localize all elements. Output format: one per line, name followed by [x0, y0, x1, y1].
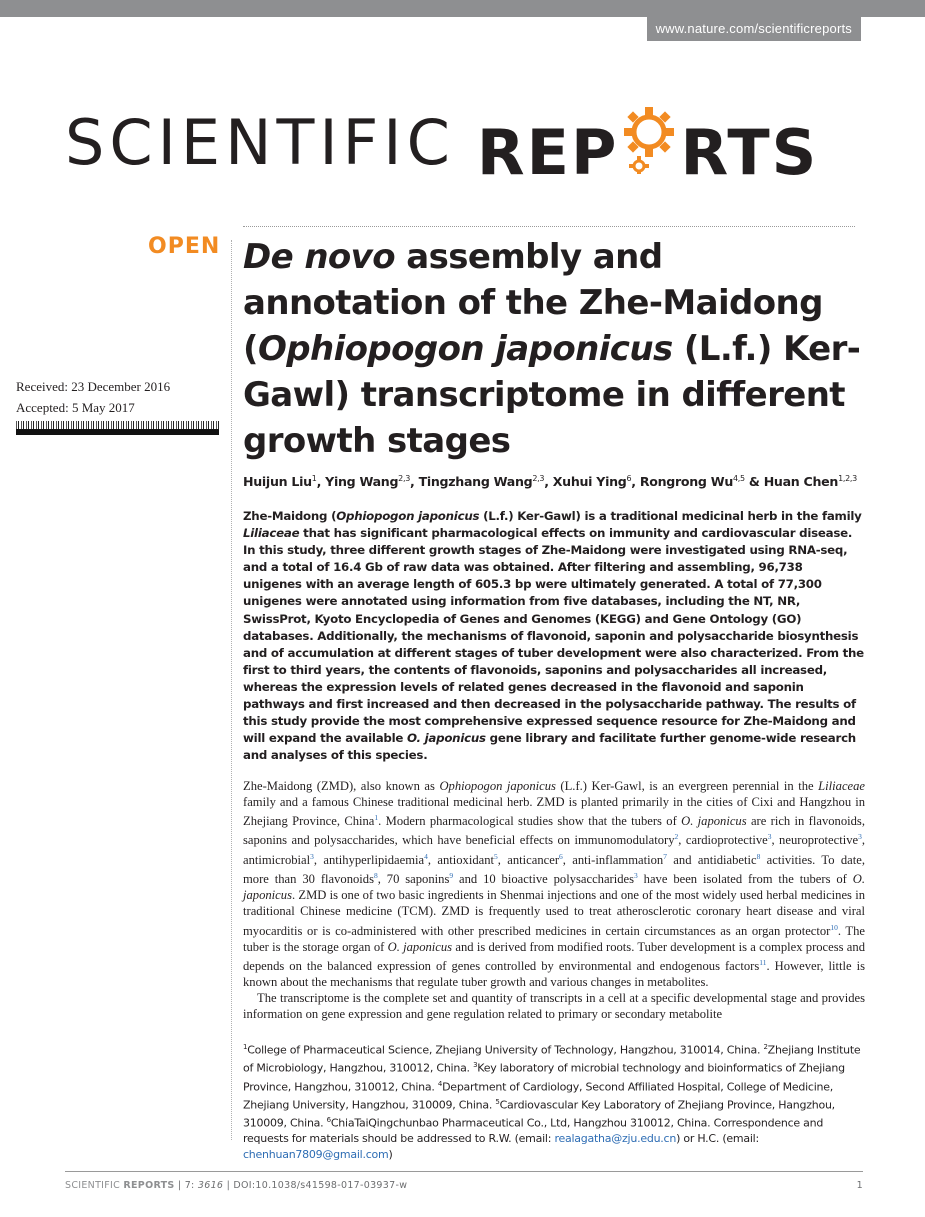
- ref-link[interactable]: 4: [424, 851, 428, 861]
- email-link-rw[interactable]: realagatha@zju.edu.cn: [554, 1132, 677, 1146]
- author-name: Rongrong Wu: [639, 474, 733, 490]
- page-number: 1: [856, 1180, 863, 1191]
- accepted-date: Accepted: 5 May 2017: [16, 400, 135, 415]
- ref-link[interactable]: 8: [756, 851, 761, 861]
- ref-link[interactable]: 2: [674, 832, 679, 842]
- article-title: De novo assembly and annotation of the Zhe-Maidong (Ophiopogon japonicus (L.f.) Ker-Gawl) transcriptome in different growth stages: [243, 237, 861, 461]
- ref-link[interactable]: 3: [767, 832, 772, 842]
- ref-link[interactable]: 8: [374, 871, 378, 881]
- author-affiliation: 1,2,3: [838, 474, 857, 483]
- ref-link[interactable]: 6: [559, 851, 563, 861]
- author-separator: ,: [631, 474, 640, 490]
- author-affiliation: 6: [626, 474, 632, 483]
- author-name: Tingzhang Wang: [418, 474, 533, 490]
- ref-link[interactable]: 1: [374, 813, 379, 823]
- footer-brand: SCIENTIFIC REPORTS: [65, 1180, 175, 1191]
- journal-masthead: [65, 103, 819, 189]
- author-name: Xuhui Ying: [552, 474, 627, 490]
- author-name: Huijun Liu: [243, 474, 312, 490]
- open-access-label: OPEN: [148, 234, 221, 259]
- ref-link[interactable]: 7: [663, 851, 667, 861]
- body-paragraph: The transcriptome is the complete set and quantity of transcripts in a cell at a specific developmental stage and provides information on gene expression and gene regulation related to primary or secondary metabolite: [243, 991, 865, 1022]
- masthead-scientific: SCIENTIFIC: [65, 106, 455, 179]
- ref-link[interactable]: 3: [310, 851, 314, 861]
- footer-citation: | 7: 3616 | DOI:10.1038/s41598-017-03937-w: [174, 1180, 408, 1191]
- author-separator: ,: [316, 474, 326, 490]
- author-affiliation: 2,3: [532, 474, 545, 483]
- footer-divider: [65, 1171, 863, 1172]
- ref-link[interactable]: 3: [858, 832, 862, 842]
- author-affiliation: 4,5: [733, 474, 745, 483]
- author-affiliation: 2,3: [398, 474, 410, 483]
- author-separator: ,: [544, 474, 553, 490]
- body-paragraph: Zhe-Maidong (ZMD), also known as Ophiopogon japonicus (L.f.) Ker-Gawl, is an evergreen perennial in the Liliaceae family and a famous Chinese traditional medicinal herb. ZMD is planted primarily in the cities of Cixi and Hangzhou in Zhejiang Province, China$^1$. Modern pharmacological studies show that the tubers of O. japonicus are rich in flavonoids, saponins and polysaccharides, which have beneficial effects on immunomodulatory$^2$, cardioprotective$^3$, neuroprotective$^3$, antimicrobial$^3$, antihyperlipidaemia$^4$, antioxidant$^5$, anticancer$^6$, anti-inflammation$^7$ and antidiabetic$^8$ activities. To date, more than 30 flavonoids$^8$, 70 saponins$^9$ and 10 bioactive polysaccharides$^3$ have been isolated from the tubers of O. japonicus. ZMD is one of two basic ingredients in Shenmai injections and one of the most widely used herbal medicines in traditional Chinese medicine (TCM). ZMD is frequently used to treat atherosclerotic coronary heart disease and viral myocarditis or is co-administered with other prescribed medicines in certain circumstances as an organ protector$^{10}$. The tuber is the storage organ of O. japonicus and is derived from modified roots. Tuber development is a complex process and depends on the balanced expression of genes controlled by environmental and endogenous factors$^{11}$. However, little is known about the mechanisms that regulate tuber growth and various changes in metabolites.: [243, 779, 866, 990]
- ref-link[interactable]: 10: [830, 922, 838, 932]
- page-footer: [65, 1180, 863, 1191]
- affiliations-footnote: $^1$College of Pharmaceutical Science, Zhejiang University of Technology, Hangzhou, 310014, China. $^2$Zhejiang Institute of Microbiology, Hangzhou, 310012, China. $^3$Key laboratory of microbial technology and bioinformatics of Zhejiang Province, Hangzhou, 310012, China. $^4$Department of Cardiology, Second Affiliated Hospital, College of Medicine, Zhejiang University, Hangzhou, 310009, China. $^5$Cardiovascular Key Laboratory of Zhejiang Province, Hangzhou, 310009, China. $^6$ChiaTaiQingchunbao Pharmaceutical Co., Ltd, Hangzhou 310012, China. Correspondence and requests for materials should be addressed to R.W. (email: realagatha@zju.edu.cn) or H.C. (email: chenhuan7809@gmail.com): [243, 1043, 861, 1161]
- received-date: Received: 23 December 2016: [16, 379, 171, 394]
- author-list: [243, 474, 857, 489]
- ref-link[interactable]: 11: [759, 957, 767, 967]
- header-divider: [243, 226, 855, 227]
- email-link-hc[interactable]: chenhuan7809@gmail.com: [243, 1147, 389, 1161]
- journal-url[interactable]: www.nature.com/scientificreports: [647, 17, 861, 41]
- author-name: Ying Wang: [325, 474, 399, 490]
- column-divider: [231, 240, 232, 1140]
- ref-link[interactable]: 5: [494, 851, 498, 861]
- abstract: Zhe-Maidong (Ophiopogon japonicus (L.f.) Ker-Gawl) is a traditional medicinal herb in the family Liliaceae that has significant pharmacological effects on immunity and cardiovascular disease. In this study, three different growth stages of Zhe-Maidong were investigated using RNA-seq, and a total of 16.4 Gb of raw data was obtained. After filtering and assembling, 96,738 unigenes with an average length of 605.3 bp were ultimately generated. A total of 77,300 unigenes were annotated using information from five databases, including the NT, NR, SwissProt, Kyoto Encyclopedia of Genes and Genomes (KEGG) and Gene Ontology (GO) databases. Additionally, the mechanisms of flavonoid, saponin and polysaccharide biosynthesis and of accumulation at different stages of tuber development were also characterized. From the first to third years, the contents of flavonoids, saponins and polysaccharides all increased, whereas the expression levels of related genes decreased in the flavonoid and saponin pathways and first increased and then decreased in the polysaccharide pathway. The results of this study provide the most comprehensive expressed sequence resource for Zhe-Maidong and will expand the available O. japonicus gene library and facilitate further genome-wide research and analyses of this species.: [243, 509, 864, 763]
- author-separator: &: [744, 474, 764, 490]
- masthead-reports: REP RTS: [477, 94, 818, 193]
- article-dates: [16, 376, 170, 418]
- author-name: Huan Chen: [763, 474, 839, 490]
- barcode-bar: [16, 429, 219, 435]
- author-affiliation: 1: [311, 474, 317, 483]
- body-text: [243, 778, 865, 1022]
- top-bar: [0, 0, 925, 17]
- author-separator: ,: [410, 474, 419, 490]
- gear-logo-icon: [618, 94, 680, 174]
- ref-link[interactable]: 3: [634, 871, 638, 881]
- ref-link[interactable]: 9: [449, 871, 454, 881]
